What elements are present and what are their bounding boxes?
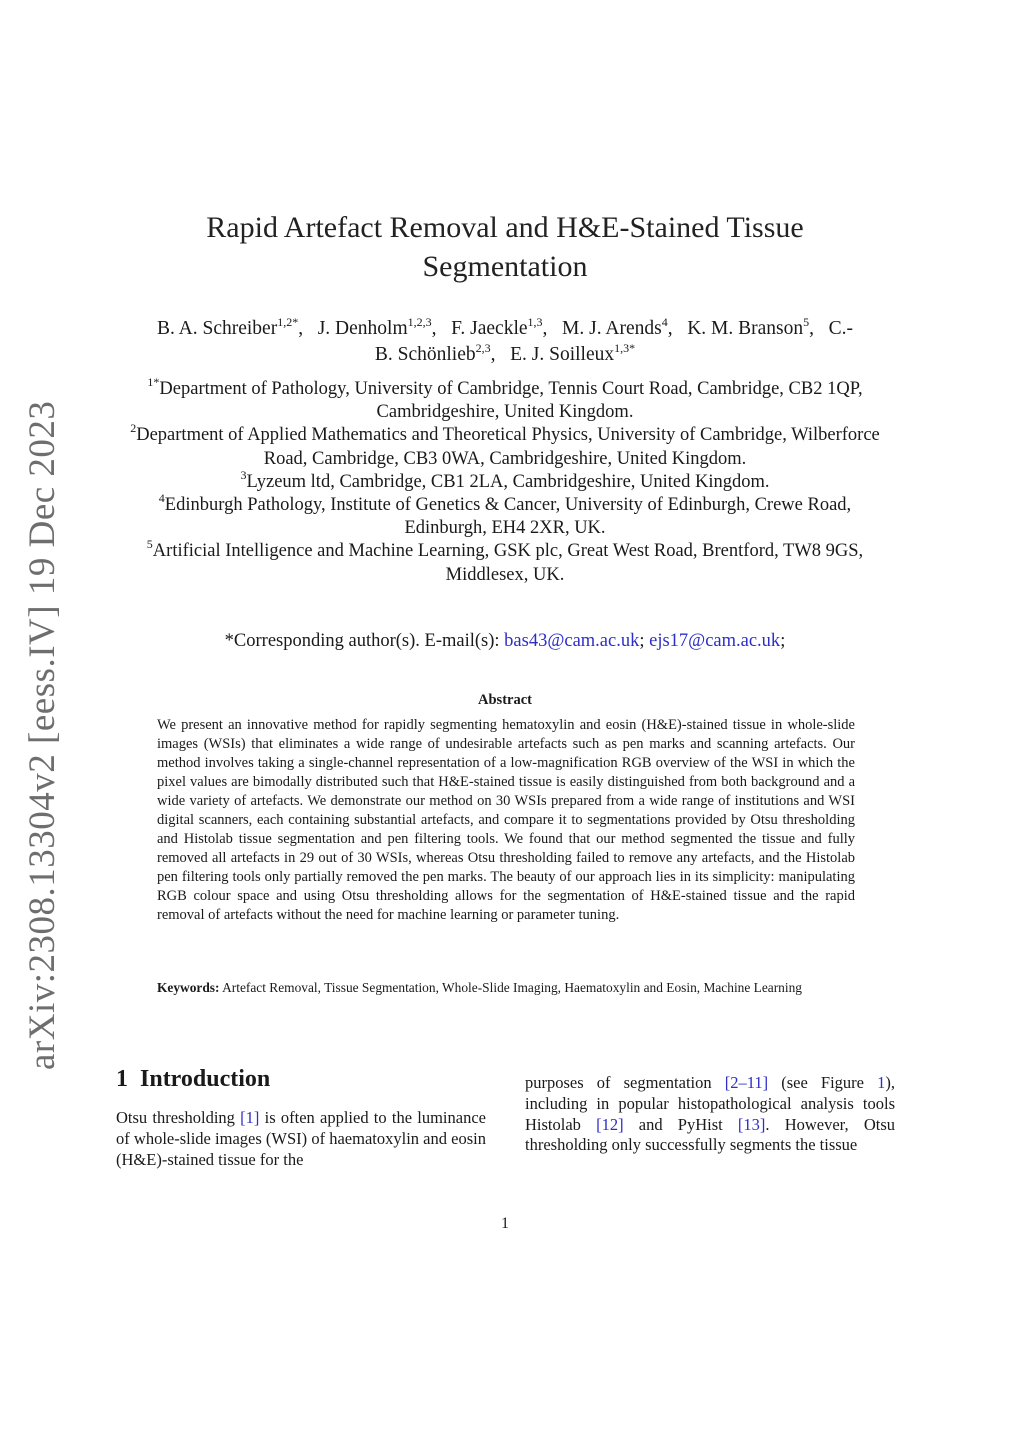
author-affil-marker: 1,2,3 [407, 315, 432, 329]
affiliation [120, 421, 890, 470]
affiliation [120, 491, 890, 540]
body-text: Otsu thresholding [116, 1108, 241, 1127]
section-heading [116, 1066, 270, 1093]
author-name: M. J. Arends [562, 318, 662, 339]
body-text: is often applied to the luminance of whole-slide images (WSI) of haematoxylin and eosin (H&E)-stained tissue for the [116, 1108, 486, 1169]
author-name: K. M. Branson [687, 318, 804, 339]
citation-link[interactable]: [1] [240, 1108, 260, 1127]
arxiv-identifier: arXiv:2308.13304v2 [eess.IV] 19 Dec 2023 [22, 400, 63, 1070]
corresponding-author-line [150, 629, 860, 653]
affiliation-text: Department of Applied Mathematics and Theoretical Physics, University of Cambridge, Wilberforce Road, Cambridge, CB3 0WA, Cambridgeshire, United Kingdom. [136, 425, 880, 469]
author-affil-marker: 4 [661, 315, 668, 329]
citation-link[interactable]: [13] [737, 1114, 766, 1134]
author-name: E. J. Soilleux [510, 344, 615, 365]
section-title-text: Introduction [140, 1066, 271, 1092]
affiliation [120, 467, 890, 494]
keywords-label: Keywords: [157, 980, 220, 995]
body-text: . However, Otsu thresholding only successfully segments the tissue [525, 1114, 895, 1155]
author-list: B. A. Schreiber$^{1,2*}$, J. Denholm$^{1,2,3}$, F. Jaeckle$^{1,3}$, M. J. Arends$^4$, K. M. Branson$^5$, C.-B. Schönlieb$^{2,3}$, E. J. Soilleux$^{1,3*}$ [156, 315, 854, 365]
email-link-2[interactable]: ejs17@cam.ac.uk [649, 631, 781, 651]
author-affil-marker: 1,3* [614, 341, 636, 355]
author-affil-marker: 5 [803, 315, 810, 329]
affiliation-list [120, 375, 890, 587]
affiliation-text: Edinburgh Pathology, Institute of Genetics & Cancer, University of Edinburgh, Crewe Road, Edinburgh, EH4 2XR, UK. [164, 495, 852, 539]
affiliation-text: Artificial Intelligence and Machine Learning, GSK plc, Great West Road, Brentford, TW8 9GS, Middlesex, UK. [152, 541, 864, 585]
author-affil-marker: 1,3 [527, 315, 543, 329]
author-affil-marker: 1,2* [277, 315, 299, 329]
email-link-1[interactable]: bas43@cam.ac.uk [504, 631, 640, 651]
author-name: C.-B. Schönlieb [374, 318, 854, 365]
affiliation-marker: 4 [158, 491, 165, 506]
abstract-body: We present an innovative method for rapidly segmenting hematoxylin and eosin (H&E)-stained tissue in whole-slide images (WSIs) that eliminates a wide range of undesirable artefacts such as pen marks and scanning artefacts. Our method involves taking a single-channel representation of a low-magnification RGB overview of the WSI in which the pixel values are bimodally distributed such that H&E-stained tissue is easily distinguished from both background and a wide variety of artefacts. We demonstrate our method on 30 WSIs prepared from a wide range of institutions and WSI digital scanners, each containing substantial artefacts, and compare it to segmentations provided by Otsu thresholding and Histolab tissue segmentation and pen filtering tools. We found that our method segmented the tissue and fully removed all artefacts in 29 out of 30 WSIs, whereas Otsu thresholding failed to remove any artefacts, and the Histolab pen filtering tools only partially removed the pen marks. The beauty of our approach lies in its simplicity: manipulating RGB colour space and using Otsu thresholding allows for the segmentation of H&E-stained tissue and the rapid removal of artefacts without the need for machine learning or parameter tuning. [157, 717, 855, 923]
author-name: B. A. Schreiber [156, 318, 278, 339]
corresponding-prefix: *Corresponding author(s). E-mail(s): [224, 631, 505, 651]
affiliation-marker: 1* [147, 375, 160, 389]
section-number: 1 [116, 1066, 128, 1092]
intro-column-right [525, 1073, 895, 1156]
citation-link[interactable]: [2–11] [724, 1073, 769, 1092]
figure-link[interactable]: 1 [877, 1073, 886, 1092]
citation-link[interactable]: [12] [596, 1114, 624, 1134]
intro-column-left [116, 1108, 486, 1170]
body-text: purposes of segmentation [525, 1073, 725, 1092]
keywords-text: Artefact Removal, Tissue Segmentation, Whole-Slide Imaging, Haematoxylin and Eosin, Machine Learning [219, 980, 802, 995]
affiliation [120, 375, 890, 424]
body-text: and PyHist [623, 1114, 738, 1134]
affiliation-text: Department of Pathology, University of Cambridge, Tennis Court Road, Cambridge, CB2 1QP, Cambridgeshire, United Kingdom. [159, 379, 863, 423]
keywords [157, 979, 855, 996]
email-separator: ; [639, 631, 650, 651]
page-number: 1 [501, 1215, 509, 1232]
body-text: (see Figure [768, 1073, 878, 1092]
body-text: ), including in popular histopathological analysis tools Histolab [525, 1073, 895, 1134]
author-name: J. Denholm [317, 318, 408, 339]
affiliation-text: Lyzeum ltd, Cambridge, CB1 2LA, Cambridgeshire, United Kingdom. [246, 471, 770, 492]
abstract-heading: Abstract [478, 692, 532, 708]
affiliation-marker: 2 [130, 421, 137, 436]
affiliation-marker: 5 [146, 537, 153, 552]
affiliation-marker: 3 [240, 467, 247, 482]
author-name: F. Jaeckle [451, 318, 528, 339]
author-affil-marker: 2,3 [475, 341, 491, 355]
email-suffix: ; [780, 631, 786, 651]
paper-title: Rapid Artefact Removal and H&E-Stained Tissue Segmentation [206, 211, 804, 283]
affiliation [120, 537, 890, 586]
